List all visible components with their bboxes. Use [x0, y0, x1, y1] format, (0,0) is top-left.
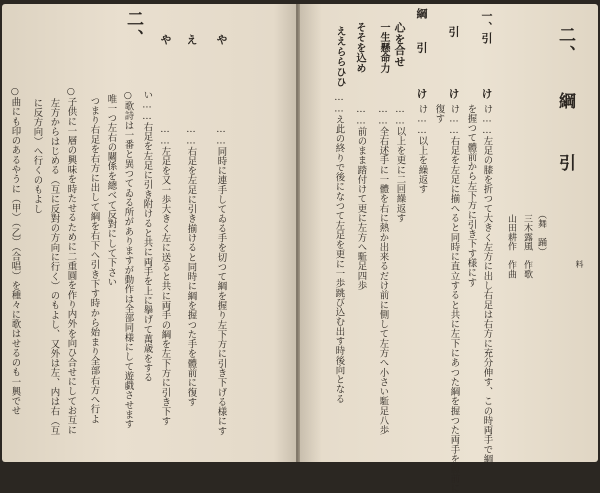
page-marker: 料: [575, 260, 584, 268]
note-4: ○曲にも印のあるやうに（甲）（乙）（合唱）を種々に歌はせるのも一興でせ: [9, 86, 21, 416]
heading-ya-2: や: [159, 34, 172, 46]
heading-kokoro: 心を合せ: [393, 22, 406, 67]
note-bullet: ○: [122, 90, 134, 102]
section-title-2: 引: [555, 154, 575, 173]
move-ke-2-cont: 復す: [433, 104, 445, 124]
note-1: [123, 90, 132, 429]
move-issho: ……全右述手に一體を右に熱か出来るだけ前に側して左方へ小さい駈足八歩: [377, 104, 389, 435]
line-e: ……右足を左足に引き揃けると同時に綱を握つた手を體前に復す: [185, 124, 197, 407]
heading-sokomete: そそを込め: [354, 22, 365, 74]
note-2b: つまり右足を右方に出して綱を右下へ引き下す時から始まり全部右方へ行よ: [88, 96, 100, 424]
heading-hiku-2: 引: [447, 26, 460, 38]
section-number: 二、: [555, 26, 575, 64]
heading-erahi: ええららひひ: [334, 26, 345, 88]
heading-e: え: [185, 34, 198, 46]
heading-ya: や: [215, 34, 228, 46]
line-i: い……右足を左足に引き附けると共に両手を上に擧げて萬歳をする: [141, 90, 153, 383]
heading-issho: 一生懸命力: [378, 22, 389, 74]
heading-tsunahiku: 綱 引: [415, 8, 428, 53]
note-3-body: 左方からはじめる（互に反對の方向に行く）のもよし、又外は左、内は右（互: [48, 98, 60, 436]
genre-label: （舞 踊）: [536, 210, 546, 257]
move-ke-1-cont: を握つて體前から左下方に引き下す様にす: [465, 104, 477, 288]
section-two: 二、: [123, 10, 143, 48]
move-ke-1: け……左足の膝を折つて大きく左方に出し右足は右方に充分伸す、この時両手で綱: [481, 104, 493, 464]
lyricist-credit: 三木露風 作歌: [522, 214, 532, 279]
note-3-head: ○子供に一層の興味を時たせるために二重圓を作り内外を向ひ合せにしてお互に: [65, 86, 77, 435]
note-2: 唯一つ左右の關係を總べて反對にして下さい: [105, 94, 117, 287]
line-ya-1: ……同時に連手してゐる手を切つて綱を握り左下方に引き下げる様にす: [215, 124, 227, 436]
ke-label-3: け: [415, 88, 428, 100]
composer-credit: 山田耕作 作曲: [506, 214, 516, 279]
right-page: [298, 4, 598, 493]
note-1-text: 歌詩は一番と異つてゐる所がありますが動作は全部同様にして遊戯させます: [122, 101, 134, 430]
line-ya-2: ……左足を又一歩大きく左に送ると共に両手の綱を左下方に引き下す: [159, 124, 171, 427]
move-kokoro: ……以上を更に二回繰返す: [394, 104, 406, 223]
section-title: 綱: [555, 92, 575, 111]
heading-hiku: 一、引: [480, 10, 493, 44]
ke-label-2: け: [447, 88, 460, 100]
move-sokomete: ……前のまま踏付けて更に左方へ駈足四歩: [355, 104, 367, 291]
left-page: [2, 4, 296, 462]
note-3-body-2: に反方向）へ行くのもよし: [31, 98, 43, 214]
move-ke-2: け……右足を左足に揃へると同時に直立すると共に左下にあつた綱を握つた両手を體前に: [448, 104, 460, 493]
ke-label-1: け: [480, 88, 493, 100]
move-erahi: ……え此の終りで後になつて左足を更に一歩跳び込む出す時後向となる: [333, 92, 345, 404]
move-ke-3: け……以上を繰返す: [416, 104, 428, 194]
